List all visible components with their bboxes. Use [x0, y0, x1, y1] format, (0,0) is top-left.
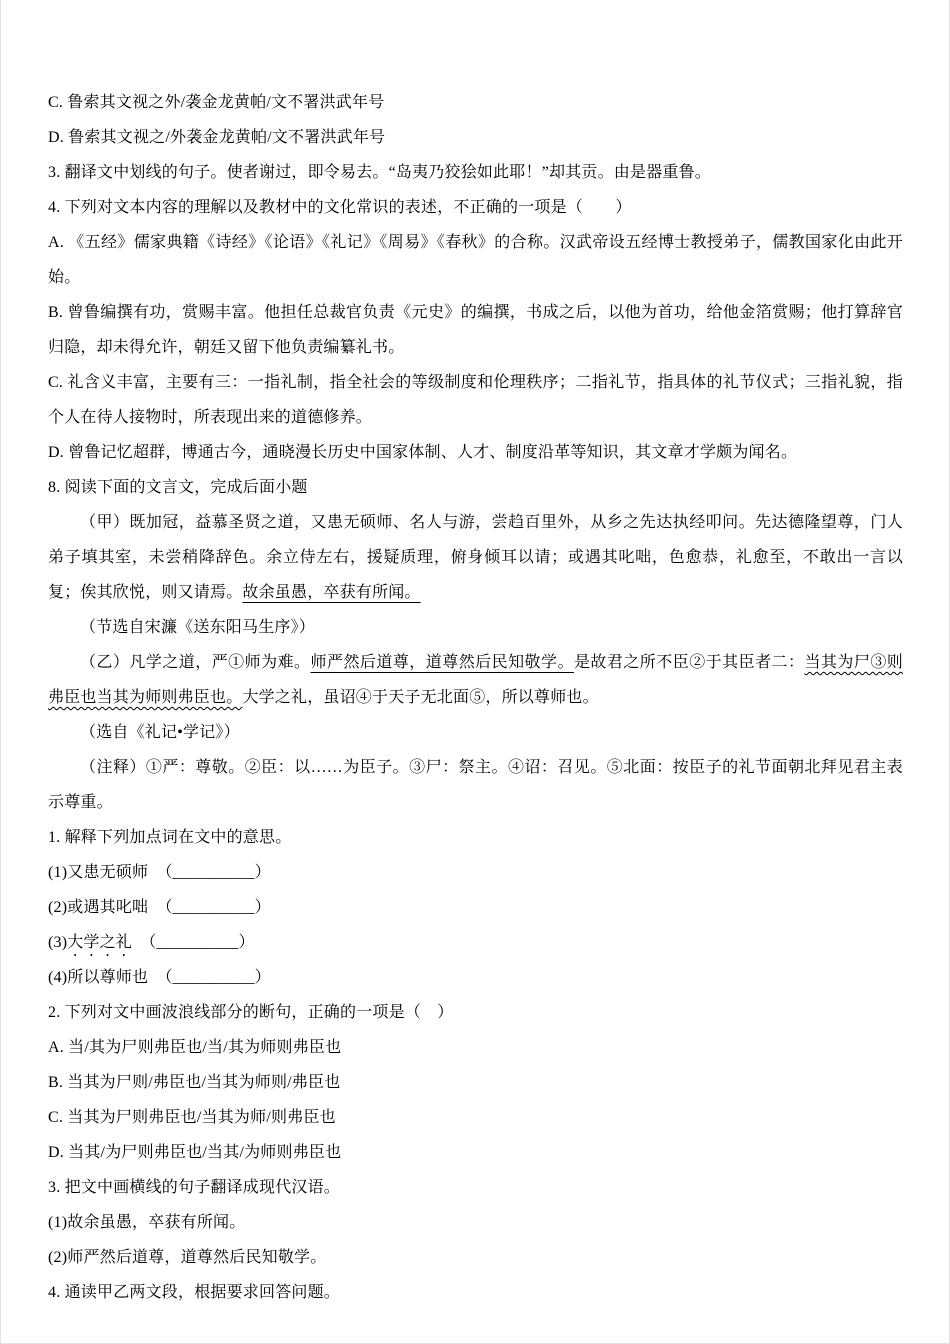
- text-segment: A. 《五经》儒家典籍《诗经》《论语》《礼记》《周易》《春秋》的合称。汉武帝设五经博士教授弟子，儒教国家化由此开始。: [48, 234, 903, 286]
- q1-stem: [48, 820, 903, 855]
- q2b-option-a: [48, 1030, 903, 1065]
- text-segment: B. 曾鲁编撰有功，赏赐丰富。他担任总裁官负责《元史》的编撰，书成之后，以他为首功，给他金箔赏赐；他打算辞官归隐，却未得允许，朝廷又留下他负责编纂礼书。: [48, 304, 903, 356]
- q4-option-b: [48, 295, 903, 365]
- q1-blank-4: [48, 960, 903, 995]
- text-segment: (3): [48, 934, 68, 951]
- passage-yi: [48, 645, 903, 715]
- text-segment: (1)故余虽愚，卒获有所闻。: [48, 1214, 246, 1231]
- text-segment: （注释）①严：尊敬。②臣：以……为臣子。③尸：祭主。④诏：召见。⑤北面：按臣子的礼节面朝北拜见君主表示尊重。: [48, 759, 903, 811]
- text-segment: 大学之礼，虽诏④于天子无北面⑤，所以尊师也。: [242, 689, 599, 706]
- text-segment: B. 当其为尸则/弗臣也/当其为师则/弗臣也: [48, 1074, 341, 1091]
- text-segment: (2)师严然后道尊，道尊然后民知敬学。: [48, 1249, 327, 1266]
- text-segment: D. 当其/为尸则弗臣也/当其/为师则弗臣也: [48, 1144, 342, 1161]
- q2-option-c: [48, 85, 903, 120]
- q1-blank-3: [48, 925, 903, 960]
- q4-option-a: [48, 225, 903, 295]
- q3b-sentence-2: [48, 1240, 903, 1275]
- text-segment: C. 礼含义丰富，主要有三：一指礼制，指全社会的等级制度和伦理秩序；二指礼节，指具体的礼节仪式；三指礼貌，指个人在待人接物时，所表现出来的道德修养。: [48, 374, 903, 426]
- text-segment: （乙）凡学之道，严①师为难。: [80, 654, 311, 671]
- text-segment: D. 曾鲁记忆超群，博通古今，通晓漫长历史中国家体制、人才、制度沿革等知识，其文章才学颇为闻名。: [48, 444, 798, 461]
- q4-option-c: [48, 365, 903, 435]
- text-segment: 2. 下列对文中画波浪线部分的断句，正确的一项是（ ）: [48, 1004, 454, 1021]
- q2-option-d: [48, 120, 903, 155]
- text-segment: D. 鲁索其文视之/外袭金龙黄帕/文不署洪武年号: [48, 129, 386, 146]
- document-body: [48, 85, 903, 1310]
- text-segment: (4)所以尊师也: [48, 969, 149, 986]
- underlined-text: 故余虽愚，卒获有所闻。: [242, 584, 421, 601]
- text-segment: （__________）: [148, 969, 271, 986]
- text-segment: （__________）: [148, 864, 271, 881]
- text-segment: （__________）: [132, 934, 255, 951]
- q4-option-d: [48, 435, 903, 470]
- q4b-stem: [48, 1275, 903, 1310]
- text-segment: 8. 阅读下面的文言文，完成后面小题: [48, 479, 308, 496]
- q2b-option-d: [48, 1135, 903, 1170]
- q8-intro: [48, 470, 903, 505]
- underlined-text: 师严然后道尊，道尊然后民知敬学。: [310, 654, 574, 671]
- q2b-option-b: [48, 1065, 903, 1100]
- q1-blank-1: [48, 855, 903, 890]
- text-segment: 是故君之所不臣②于其臣者二：: [573, 654, 805, 671]
- passage-jia: [48, 505, 903, 610]
- text-segment: (2)或遇其叱咄: [48, 899, 149, 916]
- wavy-underlined-text: 当其为尸③则弗臣也当其为师则弗臣也。: [48, 654, 903, 706]
- text-segment: (1)又患无硕师: [48, 864, 149, 881]
- text-segment: （选自《礼记•学记》）: [80, 724, 240, 741]
- text-segment: 3. 把文中画横线的句子翻译成现代汉语。: [48, 1179, 341, 1196]
- text-segment: C. 鲁索其文视之外/袭金龙黄帕/文不署洪武年号: [48, 94, 385, 111]
- text-segment: （节选自宋濂《送东阳马生序》）: [80, 619, 316, 636]
- text-segment: （甲）既加冠，益慕圣贤之道，又患无硕师、名人与游，尝趋百里外，从乡之先达执经叩问。先达德隆望尊，门人弟子填其室，未尝稍降辞色。余立侍左右，援疑质理，俯身倾耳以请；或遇其叱咄，色愈恭，礼愈至，不敢出一言以复；俟其欣悦，则又请焉。: [48, 514, 903, 601]
- text-segment: 3. 翻译文中划线的句子。使者谢过，即令易去。“岛夷乃狡狯如此耶！”却其贡。由是器重鲁。: [48, 164, 712, 181]
- q2-stem: [48, 995, 903, 1030]
- q4-stem: [48, 190, 903, 225]
- annotations: [48, 750, 903, 820]
- text-segment: 4. 通读甲乙两文段，根据要求回答问题。: [48, 1284, 341, 1301]
- text-segment: （__________）: [148, 899, 271, 916]
- passage-jia-source: [48, 610, 903, 645]
- text-segment: A. 当/其为尸则弗臣也/当/其为师则弗臣也: [48, 1039, 342, 1056]
- passage-yi-source: [48, 715, 903, 750]
- text-segment: C. 当其为尸则弗臣也/当其为师/则弗臣也: [48, 1109, 336, 1126]
- q3b-stem: [48, 1170, 903, 1205]
- text-segment: 1. 解释下列加点词在文中的意思。: [48, 829, 292, 846]
- dot-emphasized-text: 大学之礼: [67, 934, 133, 951]
- q2b-option-c: [48, 1100, 903, 1135]
- q3b-sentence-1: [48, 1205, 903, 1240]
- text-segment: 4. 下列对文本内容的理解以及教材中的文化常识的表述，不正确的一项是（ ）: [48, 199, 632, 216]
- q1-blank-2: [48, 890, 903, 925]
- q3-translate: [48, 155, 903, 190]
